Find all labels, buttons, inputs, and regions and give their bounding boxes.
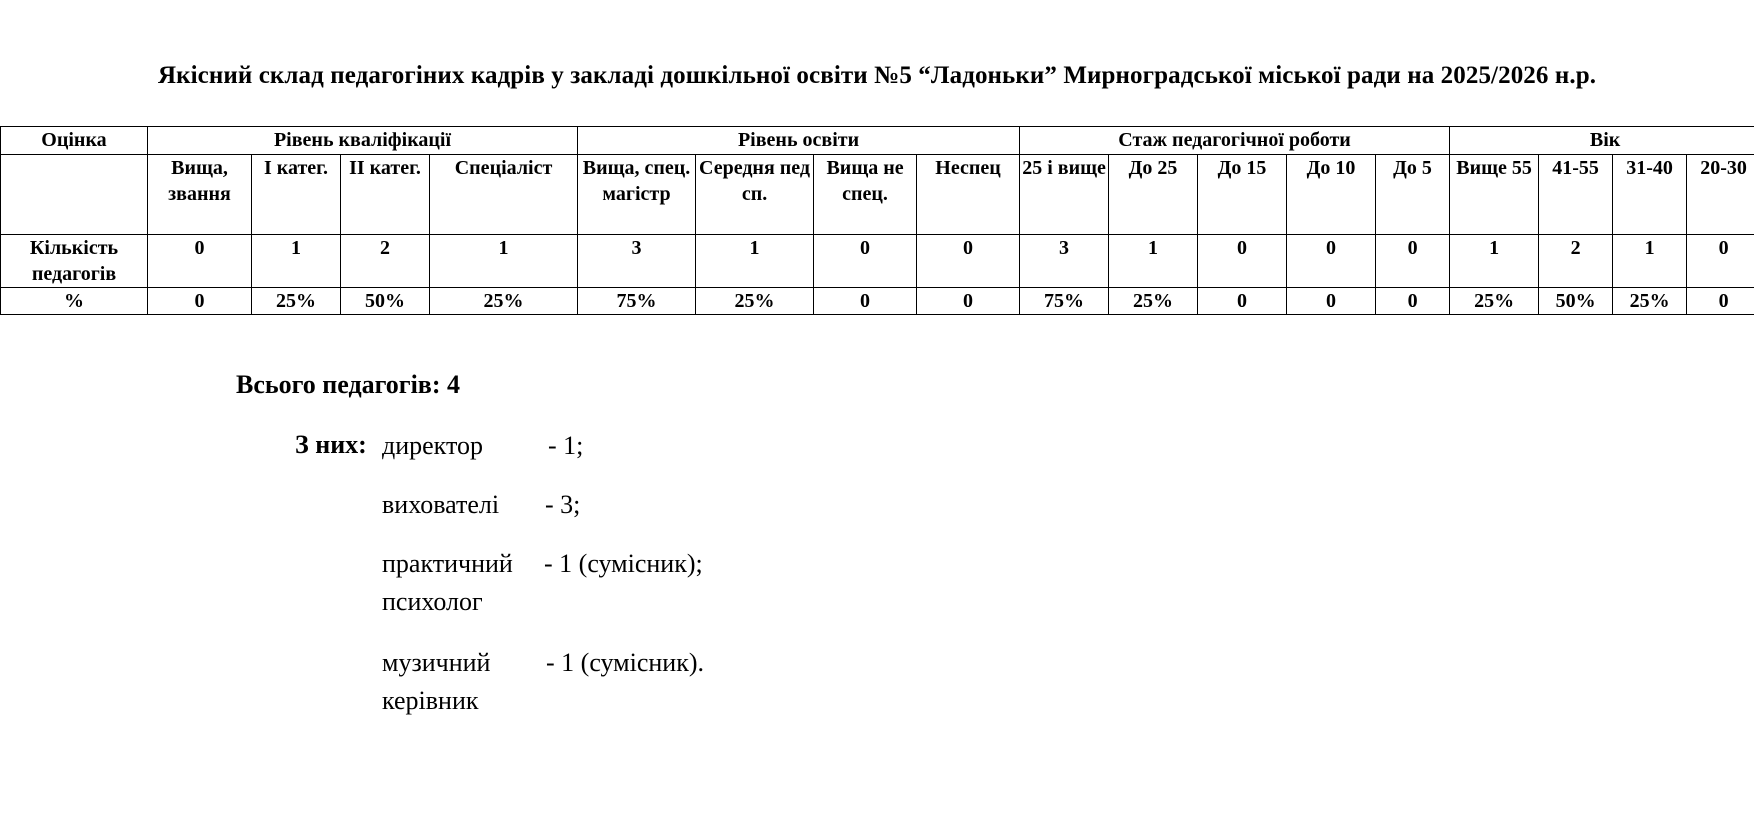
table-cell: 1 — [696, 235, 814, 288]
table-cell: 1 — [1613, 235, 1687, 288]
table-cell: 1 — [1450, 235, 1539, 288]
table-cell: 75% — [578, 288, 696, 315]
column-header: Неспец — [917, 155, 1020, 235]
table-cell: 1 — [430, 235, 578, 288]
column-header: Вища не спец. — [814, 155, 917, 235]
column-header: II катег. — [341, 155, 430, 235]
table-cell: 0 — [1687, 288, 1754, 315]
of-them-label: З них: — [295, 430, 367, 459]
row-label: % — [1, 288, 148, 315]
total-teachers: Всього педагогів: 4 — [236, 370, 461, 399]
column-header: Середня пед сп. — [696, 155, 814, 235]
table-group-header-row — [1, 127, 1754, 155]
group-header-experience: Стаж педагогічної роботи — [1020, 127, 1450, 155]
column-header: До 25 — [1109, 155, 1198, 235]
column-header: До 10 — [1287, 155, 1376, 235]
table-cell: 50% — [1539, 288, 1613, 315]
empty-header-cell — [1, 155, 148, 235]
table-cell: 0 — [1376, 235, 1450, 288]
table-subheader-row — [1, 155, 1754, 235]
role-name: практичний психолог — [382, 549, 513, 616]
group-header-age: Вік — [1450, 127, 1754, 155]
table-row-count — [1, 235, 1754, 288]
role-amount: - 3; — [545, 490, 581, 519]
table-cell: 3 — [578, 235, 696, 288]
column-header: До 5 — [1376, 155, 1450, 235]
group-header-qualification: Рівень кваліфікації — [148, 127, 578, 155]
table-cell: 0 — [917, 288, 1020, 315]
column-header: 31-40 — [1613, 155, 1687, 235]
role-amount: - 1; — [548, 431, 584, 460]
table-cell: 0 — [1198, 235, 1287, 288]
table-cell: 75% — [1020, 288, 1109, 315]
table-cell: 0 — [1287, 288, 1376, 315]
table-cell: 25% — [430, 288, 578, 315]
table-cell: 25% — [1613, 288, 1687, 315]
column-header: Вище 55 — [1450, 155, 1539, 235]
row-header-label: Оцінка — [1, 127, 148, 155]
column-header: 41-55 — [1539, 155, 1613, 235]
group-header-education: Рівень освіти — [578, 127, 1020, 155]
role-name: директор — [382, 431, 483, 460]
role-amount: - 1 (сумісник). — [546, 648, 705, 677]
table-cell: 0 — [1198, 288, 1287, 315]
table-cell: 0 — [148, 235, 252, 288]
table-cell: 3 — [1020, 235, 1109, 288]
column-header: 25 і вище — [1020, 155, 1109, 235]
table-cell: 25% — [696, 288, 814, 315]
staff-composition-table — [0, 126, 1754, 315]
column-header: Спеціаліст — [430, 155, 578, 235]
table-cell: 25% — [1450, 288, 1539, 315]
table-cell: 0 — [814, 235, 917, 288]
table-cell: 2 — [341, 235, 430, 288]
table-cell: 0 — [917, 235, 1020, 288]
table-cell: 0 — [1287, 235, 1376, 288]
table-cell: 0 — [814, 288, 917, 315]
table-cell: 1 — [252, 235, 341, 288]
table-row-percent — [1, 288, 1754, 315]
column-header: Вища, звання — [148, 155, 252, 235]
column-header: Вища, спец. магістр — [578, 155, 696, 235]
column-header: До 15 — [1198, 155, 1287, 235]
table-cell: 2 — [1539, 235, 1613, 288]
table-cell: 25% — [252, 288, 341, 315]
role-amount: - 1 (сумісник); — [544, 549, 703, 578]
table-cell: 50% — [341, 288, 430, 315]
document-title: Якісний склад педагогіних кадрів у закладі дошкільної освіти №5 “Ладоньки” Мирноградської міської ради на 2025/2026 н.р. — [157, 62, 1597, 89]
table-cell: 0 — [148, 288, 252, 315]
column-header: I катег. — [252, 155, 341, 235]
role-name: музичний керівник — [382, 648, 491, 715]
table-cell: 0 — [1687, 235, 1754, 288]
row-label: Кількість педагогів — [1, 235, 148, 288]
table-cell: 1 — [1109, 235, 1198, 288]
table-cell: 25% — [1109, 288, 1198, 315]
role-name: вихователі — [382, 490, 500, 519]
table-cell: 0 — [1376, 288, 1450, 315]
column-header: 20-30 — [1687, 155, 1754, 235]
